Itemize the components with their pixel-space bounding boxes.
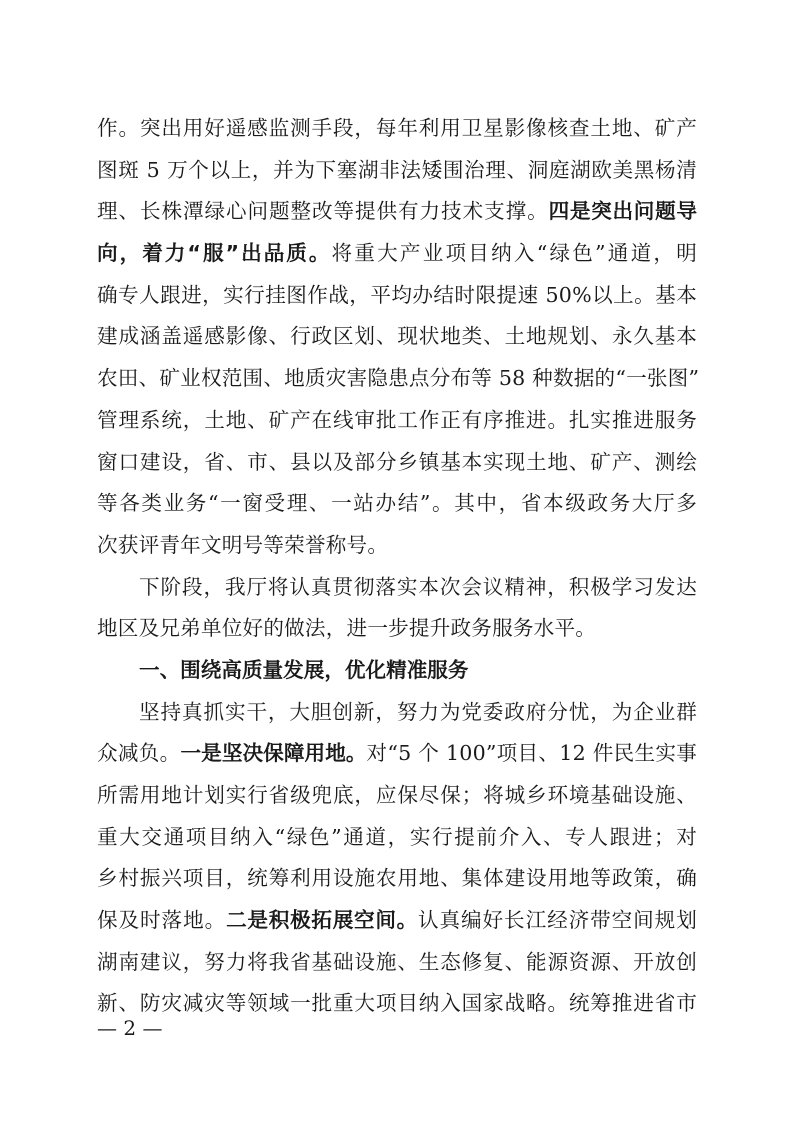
text-line: 众减负。一是坚决保障用地。对“5 个 100”项目、12 件民生实事 [97, 741, 698, 766]
text-line: 坚持真抓实干，大胆创新，努力为党委政府分忧，为企业群 [139, 699, 697, 724]
text-line: 图斑 5 万个以上，并为下塞湖非法矮围治理、洞庭湖欧美黑杨清 [97, 157, 697, 182]
text-line: 向，着力“服”出品质。将重大产业项目纳入“绿色”通道，明 [97, 241, 697, 266]
bold-phrase: 一是坚决保障用地。 [180, 741, 367, 766]
text-line: 乡村振兴项目，统筹利用设施农用地、集体建设用地等政策，确 [97, 866, 697, 891]
text-line: 所需用地计划实行省级兜底，应保尽保；将城乡环境基础设施、 [97, 783, 697, 807]
text-line: 作。突出用好遥感监测手段，每年利用卫星影像核查土地、矿产 [97, 116, 697, 140]
text-line: 湖南建议，努力将我省基础设施、生态修复、能源资源、开放创 [97, 949, 697, 974]
text-line: 重大交通项目纳入“绿色”通道，实行提前介入、专人跟进；对 [97, 824, 697, 849]
text-line: 农田、矿业权范围、地质灾害隐患点分布等 58 种数据的“一张图” [97, 366, 700, 391]
section-heading: 一、围绕高质量发展，优化精准服务 [139, 657, 469, 682]
bold-phrase: 二是积极拓展空间。 [226, 908, 418, 933]
text-line: 下阶段，我厅将认真贯彻落实本次会议精神，积极学习发达 [139, 574, 697, 599]
text-line: 确专人跟进，实行挂图作战，平均办结时限提速 50%以上。基本 [97, 282, 697, 307]
text-line: 新、防灾减灾等领域一批重大项目纳入国家战略。统筹推进省市 [97, 991, 697, 1016]
text-line: 等各类业务“一窗受理、一站办结”。其中，省本级政务大厅多 [97, 491, 697, 516]
text-line: 理、长株潭绿心问题整改等提供有力技术支撑。四是突出问题导 [97, 199, 697, 224]
bold-phrase: 四是突出问题导 [548, 199, 697, 224]
text-line: 次获评青年文明号等荣誉称号。 [97, 532, 389, 557]
text-line: 地区及兄弟单位好的做法，进一步提升政务服务水平。 [97, 616, 597, 641]
text-line: 保及时落地。二是积极拓展空间。认真编好长江经济带空间规划 [97, 908, 697, 933]
bold-phrase: 向，着力“服”出品质。 [97, 241, 332, 266]
text-line: 建成涵盖遥感影像、行政区划、现状地类、土地规划、永久基本 [97, 324, 697, 349]
page-number: — 2 — [97, 1016, 163, 1040]
text-line: 窗口建设，省、市、县以及部分乡镇基本实现土地、矿产、测绘 [97, 449, 697, 474]
document-body [97, 108, 700, 1025]
text-line: 管理系统，土地、矿产在线审批工作正有序推进。扎实推进服务 [97, 407, 697, 432]
